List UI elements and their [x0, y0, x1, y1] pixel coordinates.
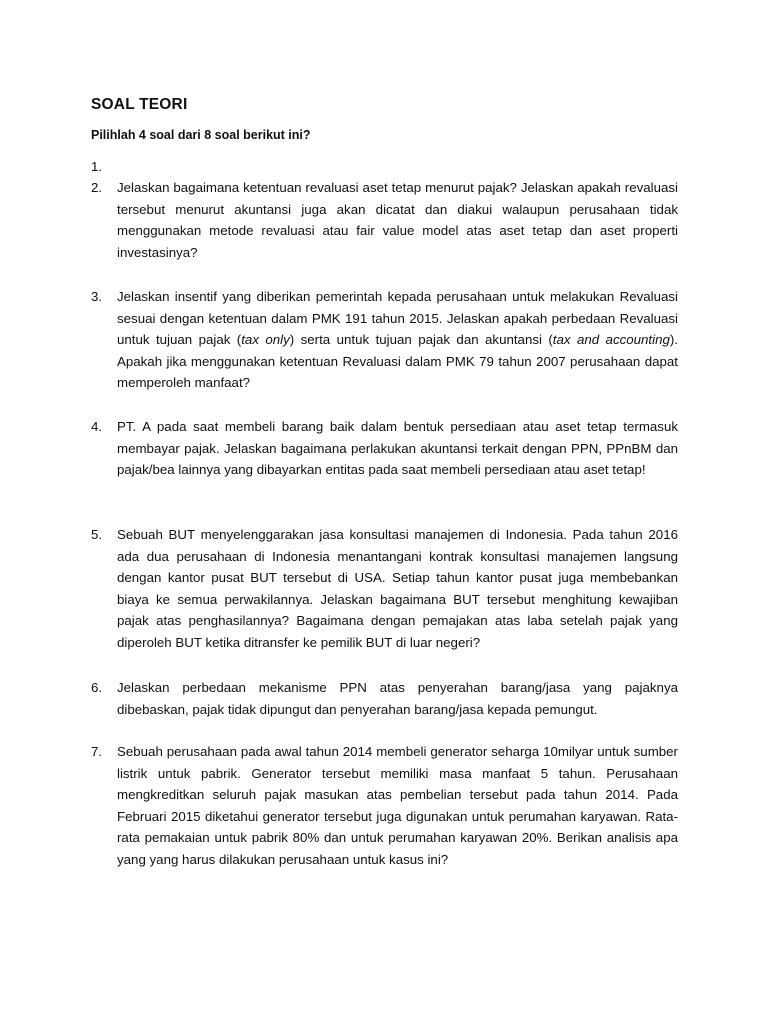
question-number: 3. — [91, 289, 103, 304]
question-number: 1. — [91, 159, 103, 174]
question-item — [91, 741, 678, 870]
question-number: 5. — [91, 527, 103, 542]
question-item — [91, 177, 678, 263]
question-text: PT. A pada saat membeli barang baik dalam bentuk persediaan atau aset tetap termasuk membayar pajak. Jelaskan bagaimana perlakukan akuntansi terkait dengan PPN, PPnBM dan pajak/bea lainnya yang dibayarkan entitas pada saat membeli persediaan atau aset tetap! — [117, 419, 678, 477]
document-title: SOAL TEORI — [91, 96, 188, 113]
question-emphasis: tax only — [241, 332, 290, 347]
question-text: Sebuah perusahaan pada awal tahun 2014 membeli generator seharga 10milyar untuk sumber listrik untuk pabrik. Generator tersebut memiliki masa manfaat 5 tahun. Perusahaan mengkreditkan seluruh pajak masukan atas pembelian tersebut pada tahun 2014. Pada Februari 2015 diketahui generator tersebut juga digunakan untuk perumahan karyawan. Rata-rata pemakaian untuk pabrik 80% dan untuk perumahan karyawan 20%. Berikan analisis apa yang yang harus dilakukan perusahaan untuk kasus ini? — [117, 744, 678, 867]
question-emphasis: tax and accounting — [552, 332, 670, 347]
question-number: 4. — [91, 419, 103, 434]
question-number: 6. — [91, 680, 103, 695]
question-item — [91, 286, 678, 394]
question-number: 2. — [91, 180, 103, 195]
question-text: Sebuah BUT menyelenggarakan jasa konsultasi manajemen di Indonesia. Pada tahun 2016 ada dua perusahaan di Indonesia menantangani kontrak konsultasi manajemen langsung dengan kantor pusat BUT tersebut di USA. Setiap tahun kantor pusat juga membebankan biaya ke semua perwakilannya. Jelaskan bagaimana BUT tersebut menghitung kewajiban pajak atas penghasilannya? Bagaimana dengan pemajakan atas laba setelah pajak yang diperoleh BUT ketika ditransfer ke pemilik BUT di luar negeri? — [117, 527, 678, 650]
question-item — [91, 677, 678, 720]
question-item — [91, 416, 678, 481]
question-text-part: Jelaskan insentif yang diberikan pemerintah kepada perusahaan untuk melakukan Revaluasi sesuai dengan ketentuan dalam PMK 191 tahun 2015. Jelaskan apakah perbedaan Revaluasi untuk tujuan pajak ( — [117, 289, 678, 347]
question-number: 7. — [91, 744, 103, 759]
question-text — [117, 286, 678, 394]
question-item — [91, 524, 678, 653]
question-text-part: ) serta untuk tujuan pajak dan akuntansi ( — [289, 332, 553, 347]
question-text-part: ). Apakah jika menggunakan ketentuan Revaluasi dalam PMK 79 tahun 2007 perusahaan dapat memperoleh manfaat? — [117, 332, 678, 390]
question-text: Jelaskan perbedaan mekanisme PPN atas penyerahan barang/jasa yang pajaknya dibebaskan, pajak tidak dipungut dan penyerahan barang/jasa kepada pemungut. — [117, 680, 678, 717]
instruction-text: Pilihlah 4 soal dari 8 soal berikut ini? — [91, 128, 311, 142]
question-text: Jelaskan bagaimana ketentuan revaluasi aset tetap menurut pajak? Jelaskan apakah revaluasi tersebut menurut akuntansi juga akan dicatat dan diakui walaupun perusahaan tidak menggunakan metode revaluasi atau fair value model atas aset tetap dan aset properti investasinya? — [117, 180, 678, 260]
